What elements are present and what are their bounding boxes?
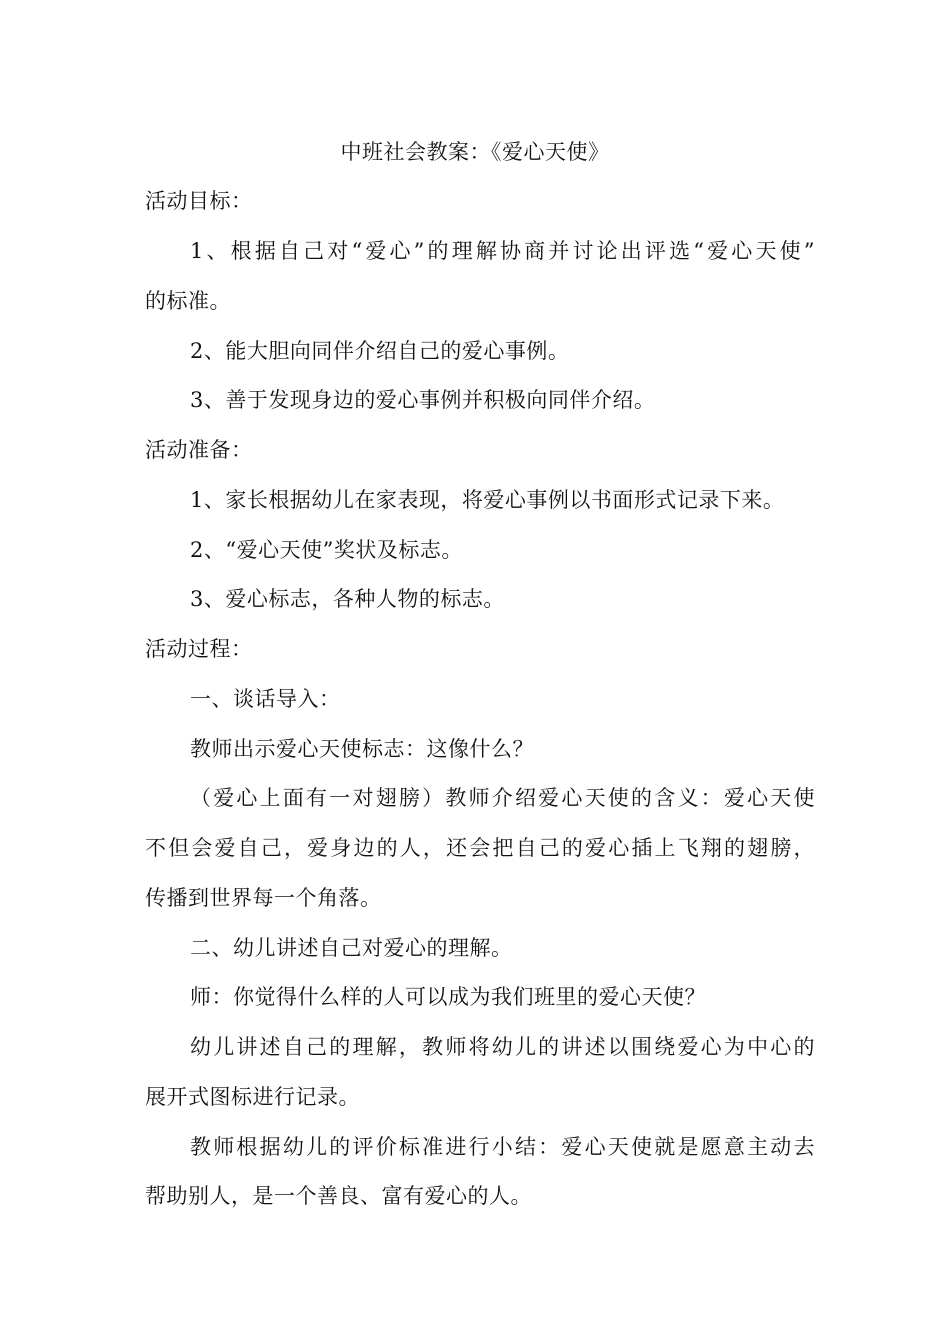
process-line: 不但会爱自己，爱身边的人，还会把自己的爱心插上飞翔的翅膀， [145, 836, 815, 860]
goal-item-1-line-1: 1、根据自己对“爱心”的理解协商并讨论出评选“爱心天使” [190, 239, 815, 263]
goals-heading: 活动目标： [145, 189, 253, 213]
goal-item-2: 2、能大胆向同伴介绍自己的爱心事例。 [190, 339, 570, 363]
process-line: 师：你觉得什么样的人可以成为我们班里的爱心天使？ [190, 985, 706, 1009]
prep-item-3: 3、爱心标志，各种人物的标志。 [190, 587, 505, 611]
process-line: 教师根据幼儿的评价标准进行小结：爱心天使就是愿意主动去 [190, 1135, 815, 1159]
goal-item-1-line-2: 的标准。 [145, 289, 231, 313]
process-line: （爱心上面有一对翅膀）教师介绍爱心天使的含义：爱心天使 [190, 786, 815, 810]
prep-item-1: 1、家长根据幼儿在家表现，将爱心事例以书面形式记录下来。 [190, 488, 785, 512]
process-step-2-title: 二、幼儿讲述自己对爱心的理解。 [190, 936, 513, 960]
process-line: 传播到世界每一个角落。 [145, 886, 382, 910]
process-line: 展开式图标进行记录。 [145, 1085, 360, 1109]
goal-item-3: 3、善于发现身边的爱心事例并积极向同伴介绍。 [190, 388, 656, 412]
prep-item-2: 2、“爱心天使”奖状及标志。 [190, 538, 463, 562]
process-line: 帮助别人，是一个善良、富有爱心的人。 [145, 1184, 532, 1208]
process-step-1-title: 一、谈话导入： [190, 687, 341, 711]
document-title: 中班社会教案：《爱心天使》 [340, 140, 610, 164]
process-heading: 活动过程： [145, 637, 253, 661]
process-line: 幼儿讲述自己的理解，教师将幼儿的讲述以围绕爱心为中心的 [190, 1035, 815, 1059]
prep-heading: 活动准备： [145, 438, 253, 462]
process-line: 教师出示爱心天使标志：这像什么？ [190, 737, 534, 761]
